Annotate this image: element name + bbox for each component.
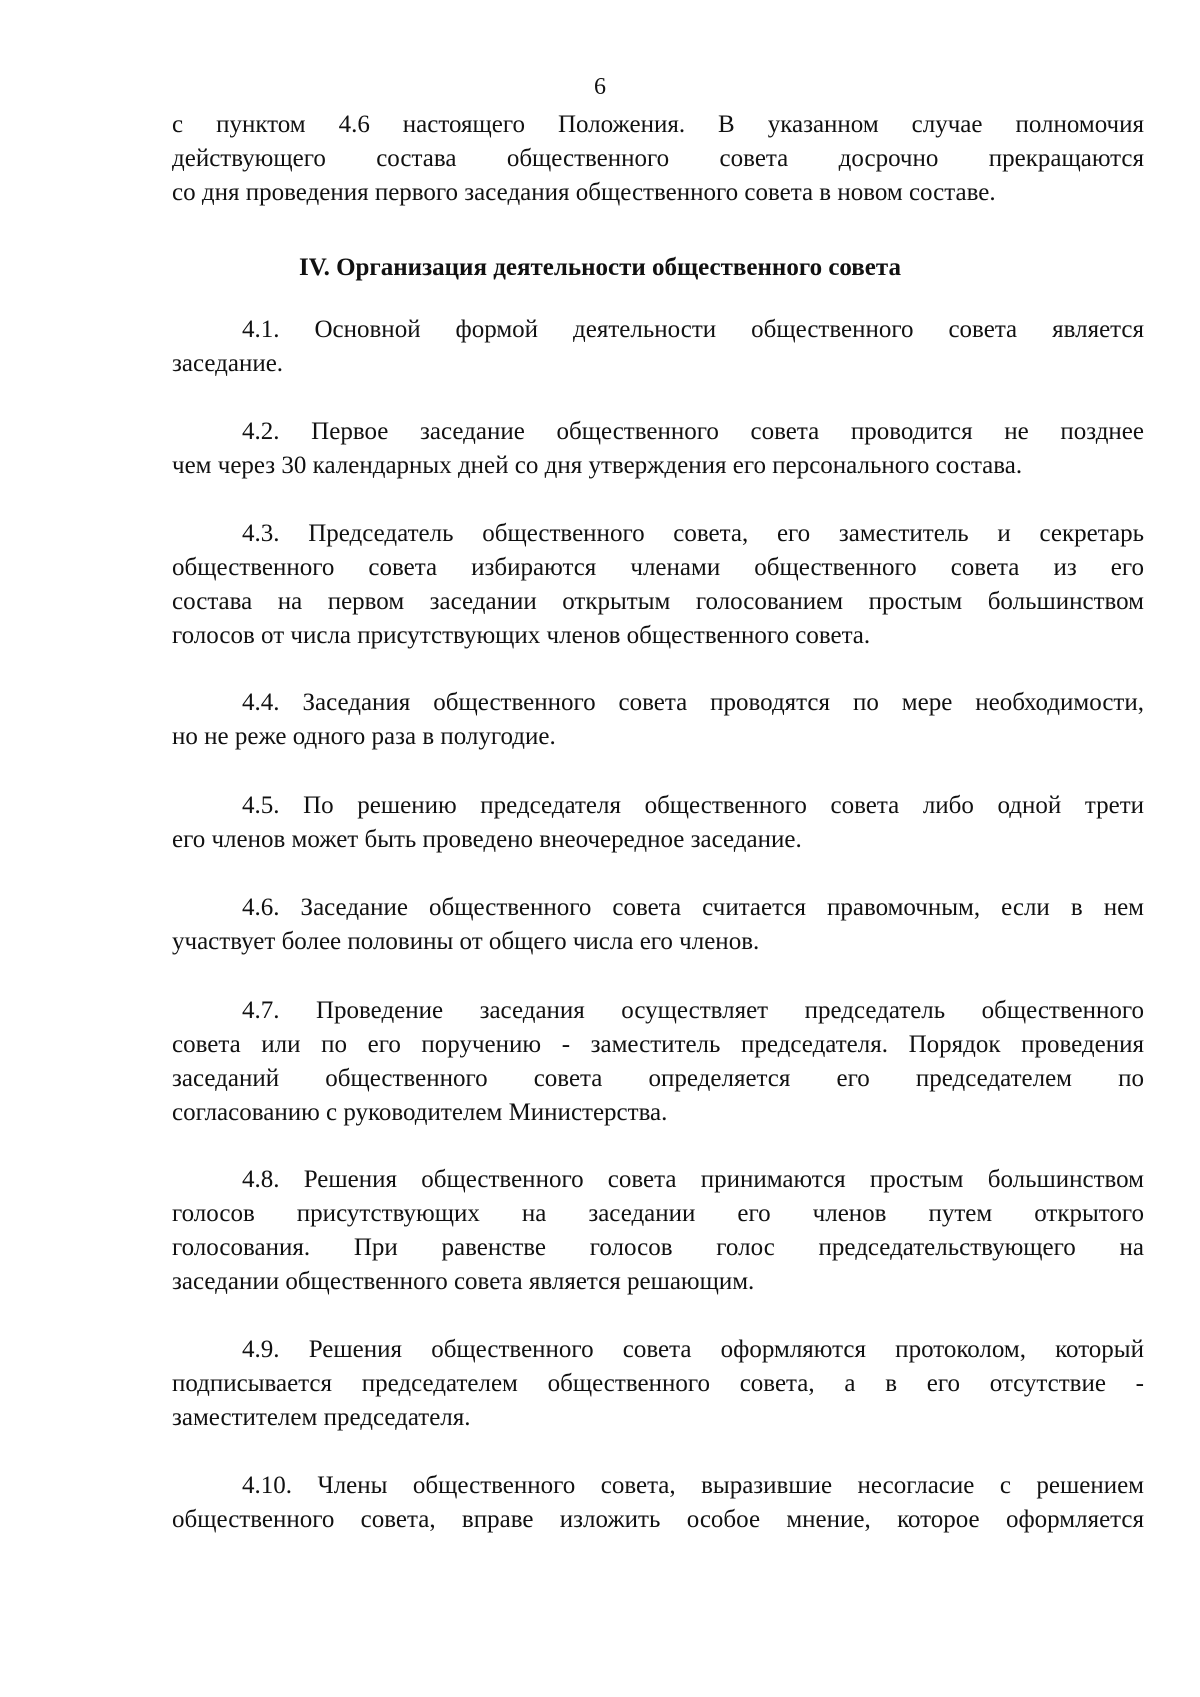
- paragraph-line: 4.10. Члены общественного совета, выразившие несогласие с решением: [242, 1472, 1144, 1499]
- paragraph-line: совета или по его поручению - заместитель председателя. Порядок проведения: [172, 1031, 1144, 1058]
- paragraph-line: подписывается председателем общественного совета, а в его отсутствие -: [172, 1370, 1144, 1397]
- paragraph-4-3: [172, 517, 1144, 653]
- page-number: 6: [594, 74, 606, 100]
- paragraph-line: но не реже одного раза в полугодие.: [172, 723, 556, 750]
- paragraph-line: 4.2. Первое заседание общественного совета проводится не позднее: [242, 418, 1144, 445]
- paragraph-4-1: [172, 313, 1144, 381]
- paragraph-line: заместителем председателя.: [172, 1404, 471, 1431]
- paragraph-line: заседании общественного совета является решающим.: [172, 1268, 755, 1295]
- paragraph-line: 4.4. Заседания общественного совета проводятся по мере необходимости,: [242, 689, 1144, 716]
- paragraph-4-6: [172, 891, 1144, 959]
- paragraph-line: 4.3. Председатель общественного совета, его заместитель и секретарь: [242, 520, 1144, 547]
- section-heading: IV. Организация деятельности общественного совета: [299, 254, 901, 281]
- paragraph-line: его членов может быть проведено внеочередное заседание.: [172, 826, 802, 853]
- paragraph-4-10: [172, 1469, 1144, 1537]
- paragraph-line: согласованию с руководителем Министерства.: [172, 1099, 668, 1126]
- paragraph-line: голосов присутствующих на заседании его членов путем открытого: [172, 1200, 1144, 1227]
- paragraph-line: участвует более половины от общего числа его членов.: [172, 928, 760, 955]
- paragraph-4-9: [172, 1333, 1144, 1435]
- paragraph-line: 4.7. Проведение заседания осуществляет председатель общественного: [242, 997, 1144, 1024]
- paragraph-line: 4.8. Решения общественного совета принимаются простым большинством: [242, 1166, 1144, 1193]
- paragraph-line: голосов от числа присутствующих членов общественного совета.: [172, 622, 871, 649]
- paragraph-line: общественного совета, вправе изложить особое мнение, которое оформляется: [172, 1506, 1144, 1533]
- paragraph-line: голосования. При равенстве голосов голос председательствующего на: [172, 1234, 1144, 1261]
- paragraph-4-7: [172, 994, 1144, 1130]
- paragraph-4-5: [172, 789, 1144, 857]
- intro-paragraph: [172, 108, 1144, 210]
- paragraph-line: заседание.: [172, 350, 284, 377]
- paragraph-line: чем через 30 календарных дней со дня утверждения его персонального состава.: [172, 452, 1023, 479]
- paragraph-4-4: [172, 686, 1144, 754]
- paragraph-4-8: [172, 1163, 1144, 1299]
- intro-line: с пунктом 4.6 настоящего Положения. В указанном случае полномочия: [172, 111, 1144, 138]
- paragraph-4-2: [172, 415, 1144, 483]
- intro-line: действующего состава общественного совета досрочно прекращаются: [172, 145, 1144, 172]
- paragraph-line: общественного совета избираются членами общественного совета из его: [172, 554, 1144, 581]
- paragraph-line: 4.9. Решения общественного совета оформляются протоколом, который: [242, 1336, 1144, 1363]
- paragraph-line: 4.1. Основной формой деятельности общественного совета является: [242, 316, 1144, 343]
- paragraph-line: 4.6. Заседание общественного совета считается правомочным, если в нем: [242, 894, 1144, 921]
- paragraph-line: заседаний общественного совета определяется его председателем по: [172, 1065, 1144, 1092]
- paragraph-line: состава на первом заседании открытым голосованием простым большинством: [172, 588, 1144, 615]
- intro-line: со дня проведения первого заседания общественного совета в новом составе.: [172, 179, 996, 206]
- paragraph-line: 4.5. По решению председателя общественного совета либо одной трети: [242, 792, 1144, 819]
